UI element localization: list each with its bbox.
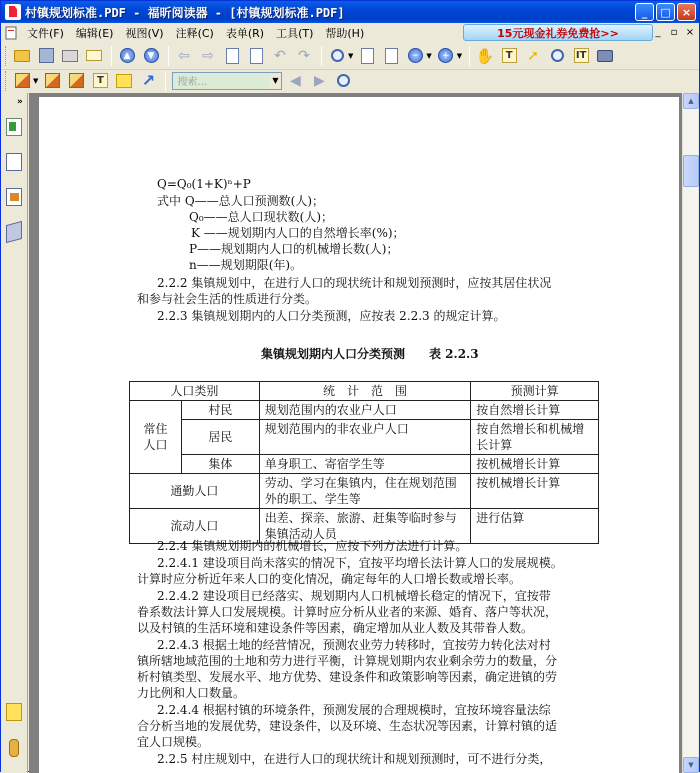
formula-q0: Q₀——总人口现状数(人)； [189,210,334,224]
pdf-page [39,97,679,773]
binoculars-icon [551,49,564,62]
document-menu-icon[interactable] [4,26,18,40]
textbox-icon: T [93,73,108,88]
comments-icon[interactable] [6,703,22,721]
formula: Q=Q₀(1+K)ⁿ+P [157,177,251,191]
annotation-toolbar [1,67,699,95]
camera-icon [597,50,613,62]
search-go-button[interactable] [332,70,354,92]
toolbar-grip-2[interactable] [5,71,8,91]
table-cell: 规划范围内的农业户人口 [259,401,471,420]
para-2-2-2-line2: 和参与社会生活的性质进行分类。 [137,292,318,306]
menu-view[interactable]: 视图(V) [125,26,164,40]
cursor-icon: ➚ [527,47,540,64]
para-2-2-5: 2.2.5 村庄规划中，在进行人口的现状统计和规划预测时，可不进行分类， [157,752,552,766]
para-2-2-4-3-line2: 镇所辖地域范围的土地和劳力进行平衡，计算规划期内农业剩余劳力的数量，分 [137,654,558,668]
highlighter-icon [69,73,84,88]
para-2-2-4-3-line3: 析村镇类型、发展水平、地方优势、建设条件和政策影响等因素，确定进镇的劳 [137,670,558,684]
search-input[interactable] [172,72,282,90]
hand-tool-button[interactable] [474,45,496,67]
table-cell: 通勤人口 [130,474,260,509]
scroll-down-button[interactable]: ▼ [683,757,699,773]
vertical-scrollbar[interactable] [682,93,698,773]
formula-where: 式中 Q——总人口预测数(人)； [157,194,325,208]
para-2-2-4-2-line1: 2.2.4.2 建设项目已经落实、规划期内人口机械增长稳定的情况下，宜按带 [157,589,551,603]
table-row [130,401,599,420]
fit-width-button[interactable] [356,45,378,67]
promo-banner[interactable]: 15元现金礼券免费抢>> [463,24,653,41]
table-cell: 按机械增长计算 [471,474,599,509]
copy-icon [226,48,239,64]
email-button[interactable] [83,45,105,67]
find-next-icon: ▶ [314,72,325,89]
window-title: 村镇规划标准.PDF - 福昕阅读器 - [村镇规划标准.PDF] [25,5,345,20]
redo-icon: ↷ [298,47,310,64]
print-button[interactable] [59,45,81,67]
para-2-2-4-3-line4: 力比例和人口数量。 [137,686,246,700]
eraser-button[interactable] [41,70,63,92]
population-table [129,381,599,544]
paste-icon [250,48,263,64]
plus-icon: + [438,48,453,63]
find-previous-icon: ◀ [290,72,301,89]
select-annotation-button[interactable] [522,45,544,67]
search-icon [337,74,350,87]
maximize-button[interactable]: □ [656,3,675,21]
menu-form[interactable]: 表单(R) [225,26,265,40]
attachment-icon[interactable] [9,739,19,757]
select-text-button[interactable] [498,45,520,67]
table-cell: 集体 [181,455,259,474]
para-2-2-4-2-line2: 眷系数法计算人口发展规模。计算时应分析从业者的来源、婚育、落户等状况， [137,605,558,619]
table-cell: 按自然增长和机械增长计算 [471,420,599,455]
eraser-icon [45,73,60,88]
undo-button[interactable] [269,45,291,67]
menu-comment[interactable]: 注释(C) [175,26,214,40]
menu-tools[interactable]: 工具(T) [276,26,314,40]
zoom-out-dropdown-icon[interactable]: ▼ [426,51,432,60]
back-arrow-icon: ⇦ [178,47,190,64]
para-2-2-4-4-line3: 宜人口规模。 [137,735,210,749]
toolbar-grip[interactable] [5,46,8,66]
snapshot-button[interactable] [594,45,616,67]
pen-tool-button[interactable] [11,70,33,92]
textbox-button[interactable] [89,70,111,92]
table-header-calc: 预测计算 [471,382,599,401]
mail-icon [86,50,102,61]
table-cell: 按机械增长计算 [471,455,599,474]
table-header-scope: 统 计 范 围 [259,382,471,401]
table-cell: 劳动、学习在集镇内，住在规划范围外的职工、学生等 [259,474,471,509]
typewriter-icon: IT [574,48,589,63]
para-2-2-4-1-line1: 2.2.4.1 建设项目尚未落实的情况下，宜按平均增长法计算人口的发展规模。 [157,556,563,570]
doc-minimize-button[interactable]: _ [655,26,661,38]
table-cell: 村民 [181,401,259,420]
find-previous-button[interactable] [284,70,306,92]
fit-page-icon [385,48,398,64]
menu-help[interactable]: 帮助(H) [325,26,365,40]
scroll-thumb[interactable] [683,155,699,187]
minus-icon: − [408,48,423,63]
title-bar[interactable] [1,1,699,23]
para-2-2-4-2-line3: 以及村镇的生活环境和建设条件等因素，确定增加从业人数及其带眷人数。 [137,621,534,635]
diagonal-arrow-icon: ↗ [141,71,156,90]
para-2-2-2-line1: 2.2.2 集镇规划中，在进行人口的现状统计和规划预测时，应按其居住状况 [157,276,552,290]
save-button[interactable] [35,45,57,67]
note-icon [116,74,132,88]
table-cell: 进行估算 [471,509,599,544]
table-row [130,455,599,474]
formula-n: n——规划期限(年)。 [189,258,303,272]
table-cell: 居民 [181,420,259,455]
search-placeholder: 搜索... [177,77,207,88]
annotations-icon[interactable] [6,188,22,206]
note-button[interactable] [113,70,135,92]
printer-icon [62,50,78,62]
magnifier-icon [331,49,344,62]
zoom-in-button[interactable] [435,45,457,67]
undo-icon: ↶ [274,47,286,64]
table-cell: 单身职工、寄宿学生等 [259,455,471,474]
para-2-2-3: 2.2.3 集镇规划期内的人口分类预测，应按表 2.2.3 的规定计算。 [157,309,506,323]
redo-button[interactable] [293,45,315,67]
scroll-up-button[interactable]: ▲ [683,93,699,109]
zoom-dropdown-icon[interactable]: ▼ [348,51,354,60]
fit-width-icon [361,48,374,64]
copy-button[interactable] [221,45,243,67]
para-2-2-4-3-line1: 2.2.4.3 根据土地的经营情况，预测农业劳力转移时，宜按劳力转化法对村 [157,638,551,652]
close-button[interactable]: × [677,3,696,21]
zoom-tool-button[interactable] [326,45,348,67]
forward-button[interactable] [197,45,219,67]
pencil-icon [15,73,30,88]
foxit-app-icon [5,4,21,20]
paste-button[interactable] [245,45,267,67]
hand-icon: ✋ [475,46,495,65]
table-cell: 流动人口 [130,509,260,544]
arrow-tool-button[interactable] [137,70,159,92]
find-button[interactable] [546,45,568,67]
folder-icon [14,50,30,62]
table-row [130,420,599,455]
table-cell: 出差、探亲、旅游、赶集等临时参与集镇活动人员 [259,509,471,544]
typewriter-button[interactable] [570,45,592,67]
table-cell: 规划范围内的非农业户人口 [259,420,471,455]
arrow-up-icon: ▲ [120,48,135,63]
bookmarks-icon[interactable] [6,118,22,136]
para-2-2-4-4-line2: 合分析当地的发展优势，建设条件，以及环境、生态状况等因素，计算村镇的适 [137,719,558,733]
previous-page-button[interactable] [116,45,138,67]
para-2-2-4-1-line2: 计算时应分析近年来人口的变化情况，确定每年的人口增长数或增长率。 [137,572,522,586]
table-cell: 按自然增长计算 [471,401,599,420]
table-row [130,474,599,509]
search-dropdown-icon[interactable]: ▼ [269,73,281,89]
menu-file[interactable]: 文件(F) [27,26,64,40]
arrow-down-icon: ▼ [144,48,159,63]
para-2-2-4: 2.2.4 集镇规划期内的机械增长，应按下列方法进行计算。 [157,539,468,553]
resident-group-label: 常住 人口 [130,401,182,474]
formula-k: K ——规划期内人口的自然增长率(%)； [191,226,405,240]
navigation-sidebar [1,93,28,773]
doc-restore-button[interactable]: ▫ [670,26,678,38]
fit-page-button[interactable] [380,45,402,67]
para-2-2-4-4-line1: 2.2.4.4 根据村镇的环境条件，预测发展的合理规模时，宜按环境容量法综 [157,703,551,717]
save-icon [39,48,54,63]
doc-close-button[interactable]: × [685,26,695,38]
find-next-button[interactable] [308,70,330,92]
back-button[interactable] [173,45,195,67]
menu-bar [1,23,699,42]
menu-edit[interactable]: 编辑(E) [75,26,114,40]
zoom-out-button[interactable] [404,45,426,67]
table-header-category: 人口类别 [130,382,260,401]
select-text-icon: T [502,48,517,63]
main-toolbar [1,42,699,70]
minimize-button[interactable]: _ [635,3,654,21]
pages-icon[interactable] [6,153,22,171]
next-page-button[interactable] [140,45,162,67]
layers-icon[interactable] [6,221,22,243]
table-title: 集镇规划期内人口分类预测 表 2.2.3 [261,347,479,361]
zoom-in-dropdown-icon[interactable]: ▼ [456,51,463,60]
sidebar-collapse-icon[interactable]: » [17,97,23,107]
formula-p: P——规划期内人口的机械增长数(人)； [189,242,399,256]
highlight-button[interactable] [65,70,87,92]
forward-arrow-icon: ⇨ [202,47,214,64]
pen-dropdown-icon[interactable]: ▼ [33,76,39,85]
open-button[interactable] [11,45,33,67]
document-view[interactable] [29,93,683,773]
